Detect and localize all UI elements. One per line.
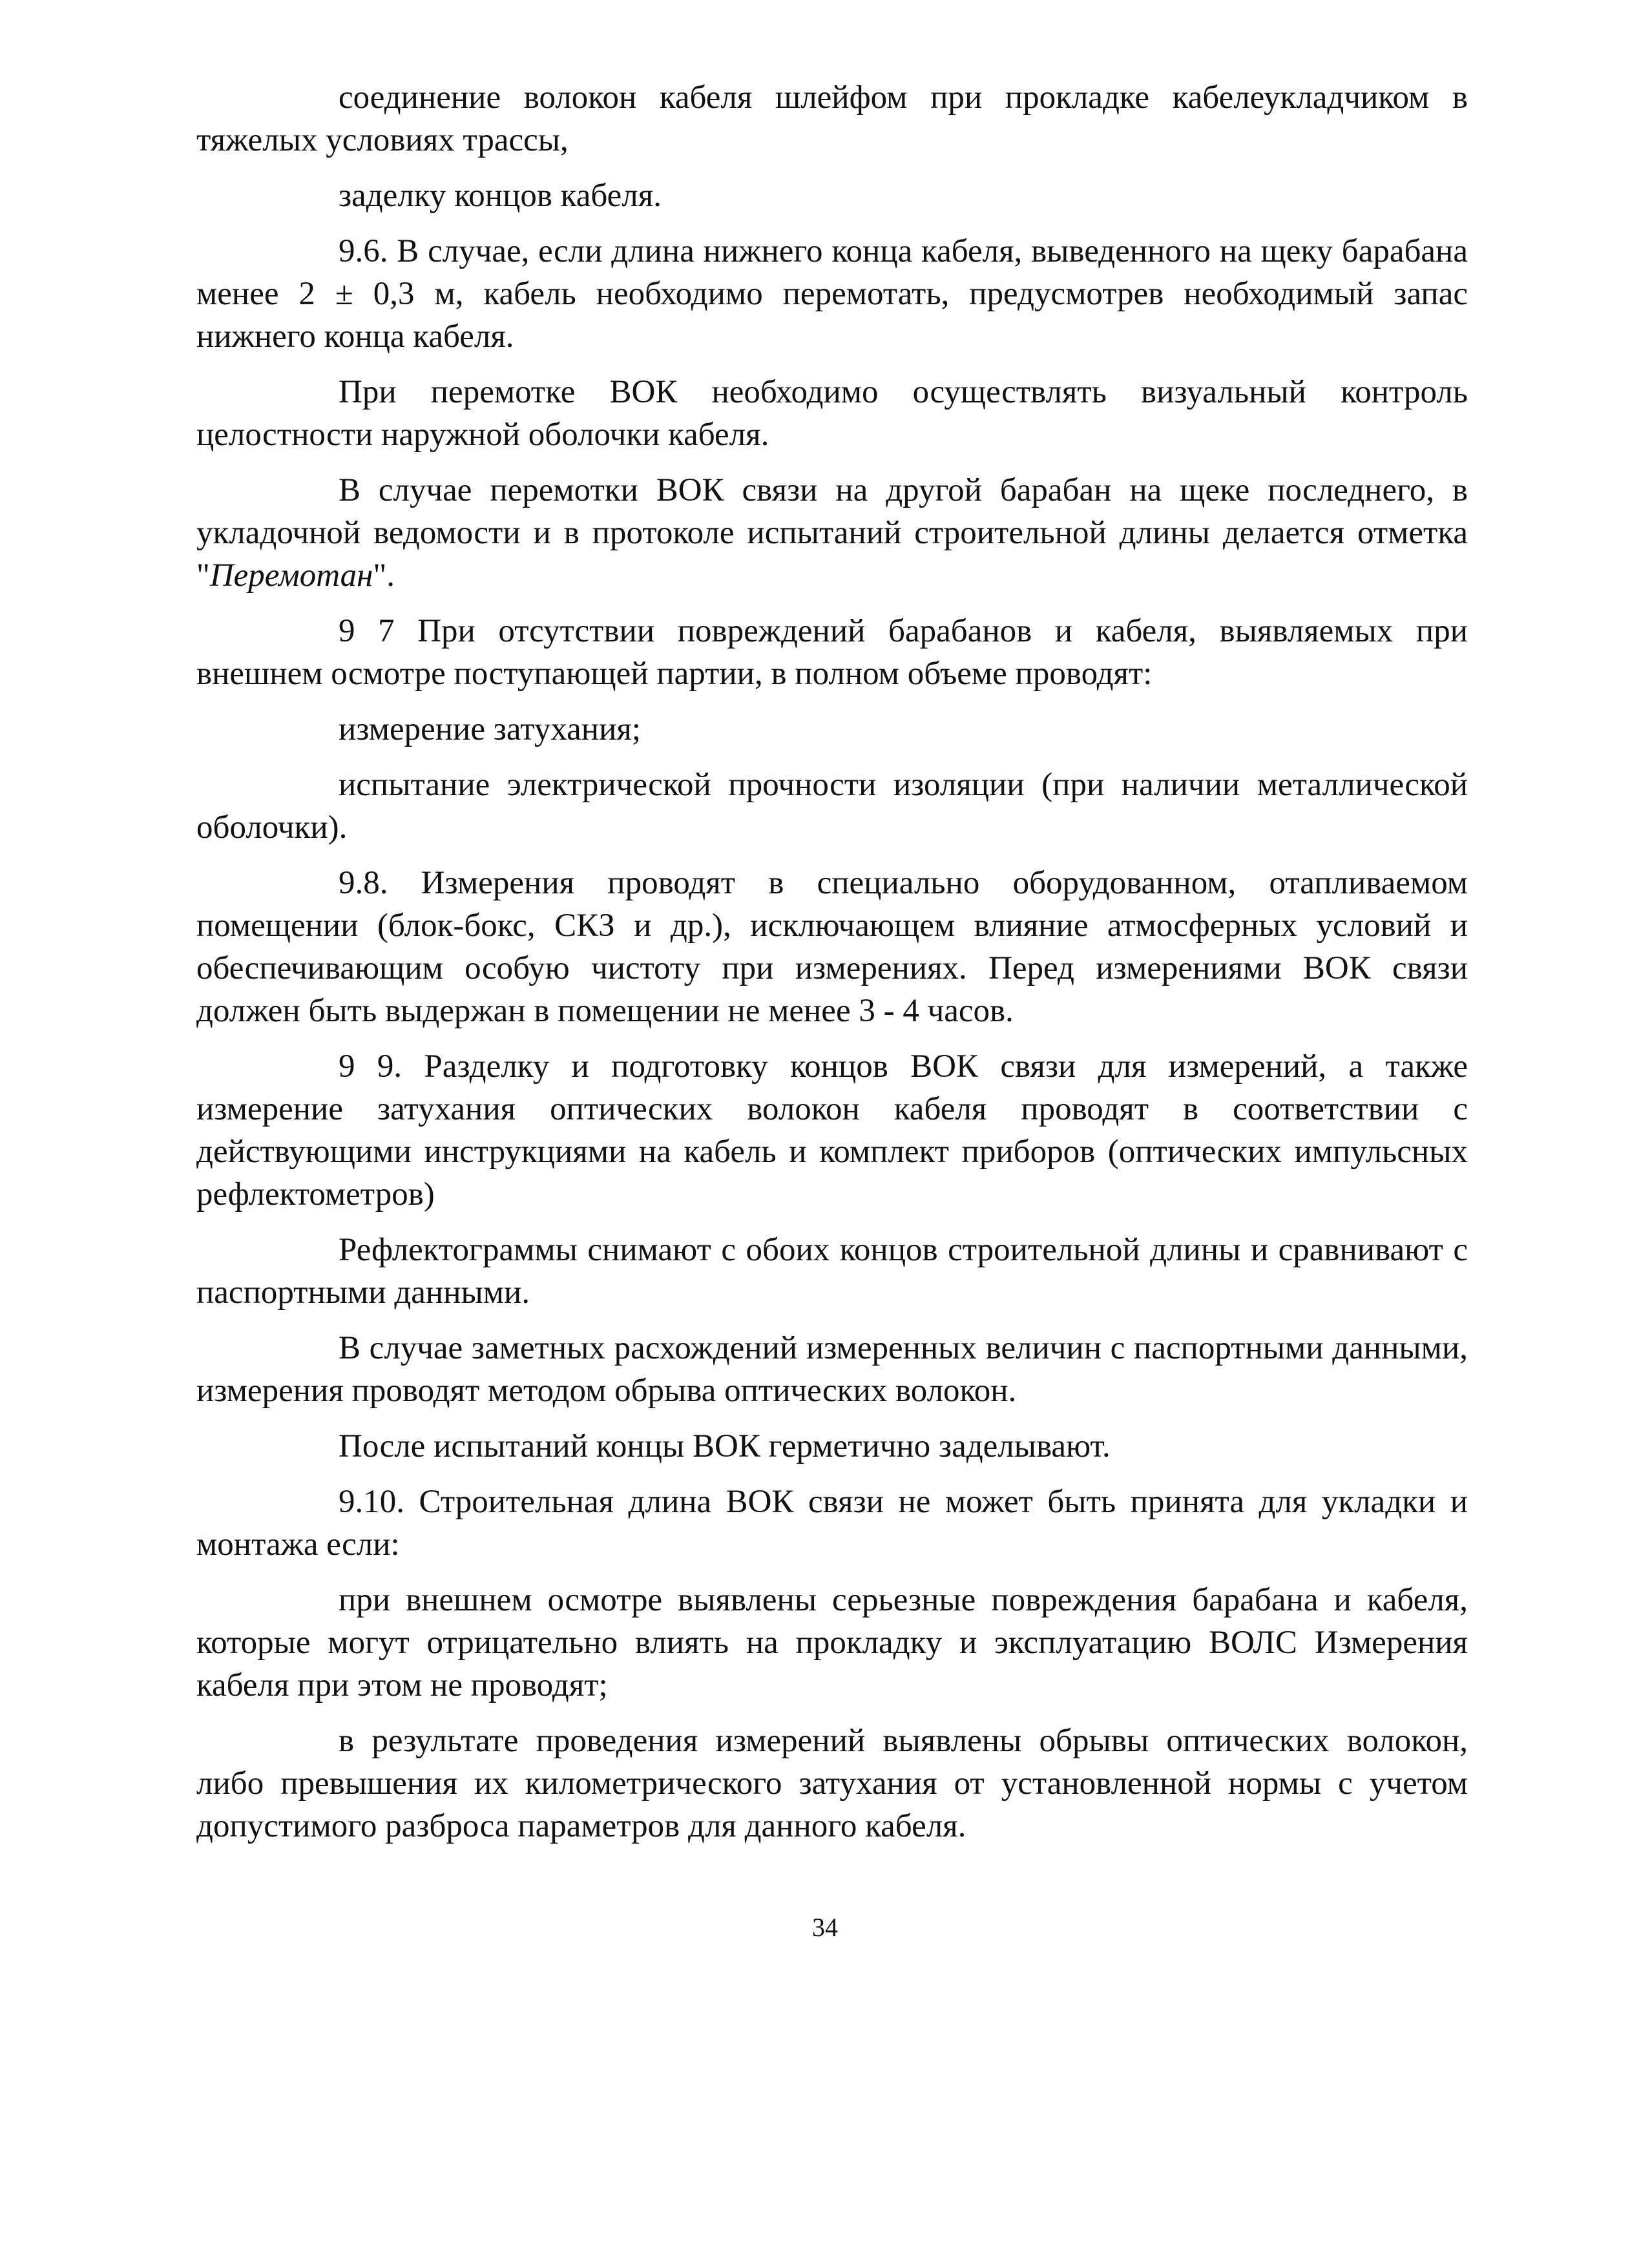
- paragraph-attenuation: измерение затухания;: [339, 711, 641, 747]
- paragraph-insulation-test: испытание электрической прочности изоляции (при наличии металлической оболочки).: [196, 767, 1468, 846]
- paragraph-rewind-control: При перемотке ВОК необходимо осуществлять визуальный контроль целостности наружной оболочки кабеля.: [196, 374, 1468, 453]
- paragraph-9-6: 9.6. В случае, если длина нижнего конца кабеля, выведенного на щеку барабана менее 2 ± 0,3 м, кабель необходимо перемотать, предусмотрев необходимый запас нижнего конца кабеля.: [196, 233, 1468, 355]
- remark-italic: Перемотан: [209, 557, 373, 594]
- paragraph-fiber-breaks: в результате проведения измерений выявлены обрывы оптических волокон, либо превышения их километрического затухания от установленной нормы с учетом допустимого разброса параметров для данного кабеля.: [196, 1723, 1468, 1844]
- paragraph-9-8: 9.8. Измерения проводят в специально оборудованном, отапливаемом помещении (блок-бокс, СКЗ и др.), исключающем влияние атмосферных условий и обеспечивающим особую чистоту при измерениях. Перед измерениями ВОК связи должен быть выдержан в помещении не менее 3 - 4 часов.: [196, 865, 1468, 1029]
- paragraph-9-10: 9.10. Строительная длина ВОК связи не может быть принята для укладки и монтажа если:: [196, 1484, 1468, 1563]
- paragraph-after-test: После испытаний концы ВОК герметично заделывают.: [339, 1428, 1111, 1464]
- paragraph-damage: при внешнем осмотре выявлены серьезные повреждения барабана и кабеля, которые могут отрицательно влиять на прокладку и эксплуатацию ВОЛС Измерения кабеля при этом не проводят;: [196, 1582, 1468, 1703]
- paragraph-cable-splice: соединение волокон кабеля шлейфом при прокладке кабелеукладчиком в тяжелых условиях трассы,: [196, 79, 1468, 158]
- paragraph-discrepancy: В случае заметных расхождений измеренных величин с паспортными данными, измерения проводят методом обрыва оптических волокон.: [196, 1330, 1468, 1409]
- remark-text: В случае перемотки ВОК связи на другой барабан на щеке последнего, в укладочной ведомости и в протоколе испытаний строительной длины делается отметка ": [196, 472, 1468, 594]
- paragraph-9-9: 9 9. Разделку и подготовку концов ВОК связи для измерений, а также измерение затухания оптических волокон кабеля проводят в соответствии с действующими инструкциями на кабель и комплект приборов (оптических импульсных рефлектометров): [196, 1048, 1468, 1212]
- paragraph-end-sealing: заделку концов кабеля.: [339, 178, 662, 214]
- paragraph-reflectograms: Рефлектограммы снимают с обоих концов строительной длины и сравнивают с паспортными данными.: [196, 1232, 1468, 1311]
- page-number: 34: [812, 1913, 838, 1942]
- body-text: [196, 76, 1468, 1860]
- paragraph-rewind-remark: [196, 469, 1468, 597]
- remark-tail: ".: [373, 557, 395, 594]
- paragraph-9-7: 9 7 При отсутствии повреждений барабанов и кабеля, выявляемых при внешнем осмотре поступающей партии, в полном объеме проводят:: [196, 613, 1468, 692]
